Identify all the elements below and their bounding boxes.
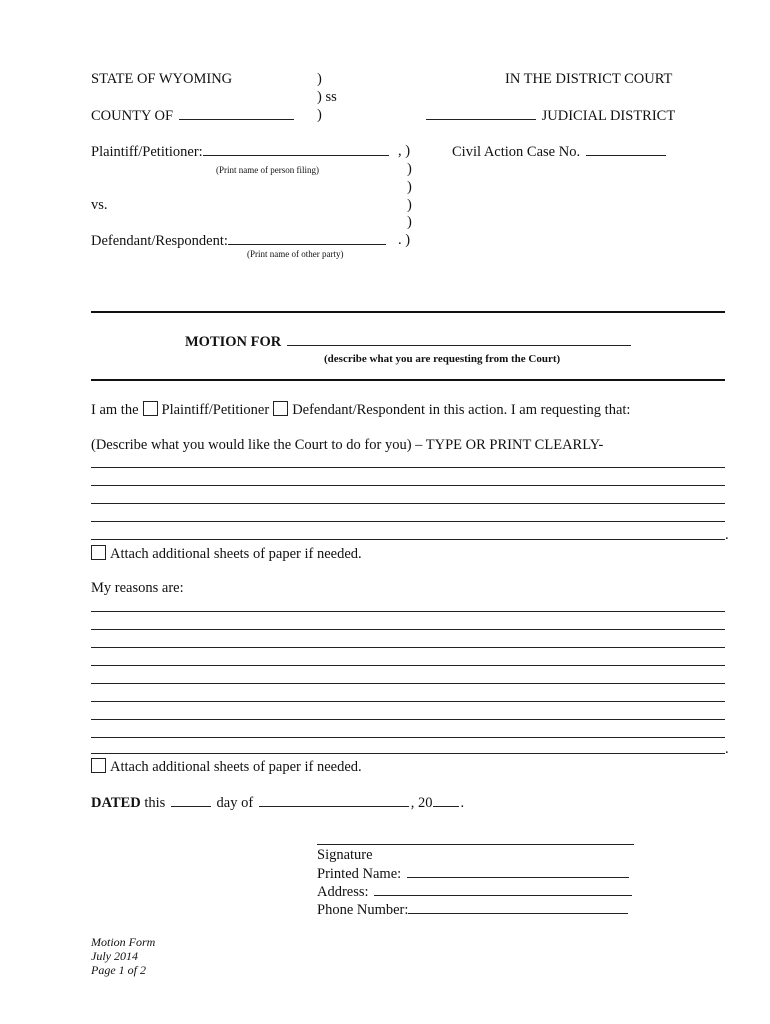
dated-row: [91, 794, 464, 811]
defendant-hint: (Print name of other party): [247, 249, 344, 259]
address-label: Address:: [317, 884, 369, 900]
request-line[interactable]: [91, 485, 725, 486]
request-line[interactable]: [91, 467, 725, 468]
dated-period: .: [460, 795, 465, 811]
reasons-line[interactable]: [91, 611, 725, 612]
plaintiff-hint: (Print name of person filing): [216, 165, 319, 175]
plaintiff-name-field[interactable]: [203, 143, 389, 156]
party-row: [91, 401, 630, 418]
caption-paren: . ): [398, 232, 411, 248]
phone-row: [317, 901, 630, 918]
case-no-label: Civil Action Case No.: [452, 144, 581, 160]
request-line[interactable]: [91, 503, 725, 504]
defendant-row: [91, 232, 388, 249]
reasons-line[interactable]: [91, 737, 725, 738]
motion-for-label: MOTION FOR: [185, 334, 282, 350]
divider-bottom: [91, 379, 725, 381]
printed-name-field[interactable]: [407, 865, 629, 878]
reasons-label: My reasons are:: [91, 580, 184, 596]
reasons-line[interactable]: [91, 647, 725, 648]
attach-sheets-label: Attach additional sheets of paper if needed.: [110, 759, 362, 775]
month-field[interactable]: [259, 794, 409, 807]
printed-name-label: Printed Name:: [317, 866, 402, 882]
attach-row-2: [91, 758, 362, 775]
dated-this: this: [144, 795, 166, 811]
reasons-line[interactable]: [91, 629, 725, 630]
plaintiff-row: [91, 143, 391, 160]
state-label: STATE OF WYOMING: [91, 71, 233, 87]
divider-top: [91, 311, 725, 313]
caption-paren: ): [407, 179, 412, 195]
reasons-line[interactable]: [91, 701, 725, 702]
caption-paren: ): [407, 214, 412, 230]
district-row: [424, 107, 675, 124]
motion-hint: (describe what you are requesting from the Court): [324, 353, 561, 365]
attach-sheets-checkbox[interactable]: [91, 758, 106, 773]
reasons-line[interactable]: [91, 719, 725, 720]
request-instruction: (Describe what you would like the Court to do for you) – TYPE OR PRINT CLEARLY-: [91, 437, 604, 453]
phone-label: Phone Number:: [317, 902, 409, 918]
dated-year-prefix: , 20: [410, 795, 433, 811]
reasons-line[interactable]: [91, 665, 725, 666]
signature-label: Signature: [317, 847, 373, 863]
reasons-line[interactable]: [91, 683, 725, 684]
defendant-label: Defendant/Respondent:: [91, 233, 228, 249]
request-line[interactable]: [91, 521, 725, 522]
printed-name-row: [317, 865, 631, 882]
plaintiff-option-label: Plaintiff/Petitioner: [161, 402, 270, 418]
district-number-field[interactable]: [426, 107, 536, 120]
caption-paren: ): [317, 71, 322, 87]
request-line[interactable]: [91, 539, 725, 540]
address-field[interactable]: [374, 883, 632, 896]
caption-paren: ): [317, 107, 322, 123]
dated-day-of: day of: [216, 795, 254, 811]
county-row: [91, 107, 296, 124]
i-am-label: I am the: [91, 402, 139, 418]
reasons-line[interactable]: [91, 753, 725, 754]
court-label: IN THE DISTRICT COURT: [505, 71, 673, 87]
phone-field[interactable]: [408, 901, 628, 914]
attach-row-1: [91, 545, 362, 562]
motion-for-row: [185, 333, 633, 350]
district-label: JUDICIAL DISTRICT: [541, 108, 676, 124]
year-field[interactable]: [433, 794, 459, 807]
defendant-checkbox[interactable]: [273, 401, 288, 416]
footer-date: July 2014: [91, 949, 138, 963]
signature-line[interactable]: [317, 844, 634, 845]
county-label: COUNTY OF: [91, 108, 174, 124]
caption-paren: , ): [398, 143, 411, 159]
defendant-name-field[interactable]: [228, 232, 386, 245]
caption-paren: ): [407, 161, 412, 177]
footer-form: Motion Form: [91, 935, 156, 949]
caption-paren: ): [407, 197, 412, 213]
defendant-option-label: Defendant/Respondent in this action. I am requesting that:: [292, 402, 631, 418]
day-field[interactable]: [171, 794, 211, 807]
reasons-end-period: .: [725, 741, 729, 757]
ss-label: ) ss: [317, 89, 337, 105]
motion-for-field[interactable]: [287, 333, 631, 346]
attach-sheets-checkbox[interactable]: [91, 545, 106, 560]
case-number-field[interactable]: [586, 143, 666, 156]
footer-page: Page 1 of 2: [91, 963, 146, 977]
dated-label: DATED: [91, 795, 141, 811]
plaintiff-checkbox[interactable]: [143, 401, 158, 416]
address-row: [317, 883, 634, 900]
county-name-field[interactable]: [179, 107, 294, 120]
attach-sheets-label: Attach additional sheets of paper if needed.: [110, 546, 362, 562]
request-end-period: .: [725, 527, 729, 543]
versus-label: vs.: [91, 197, 108, 213]
case-no-row: [452, 143, 668, 160]
plaintiff-label: Plaintiff/Petitioner:: [91, 144, 203, 160]
